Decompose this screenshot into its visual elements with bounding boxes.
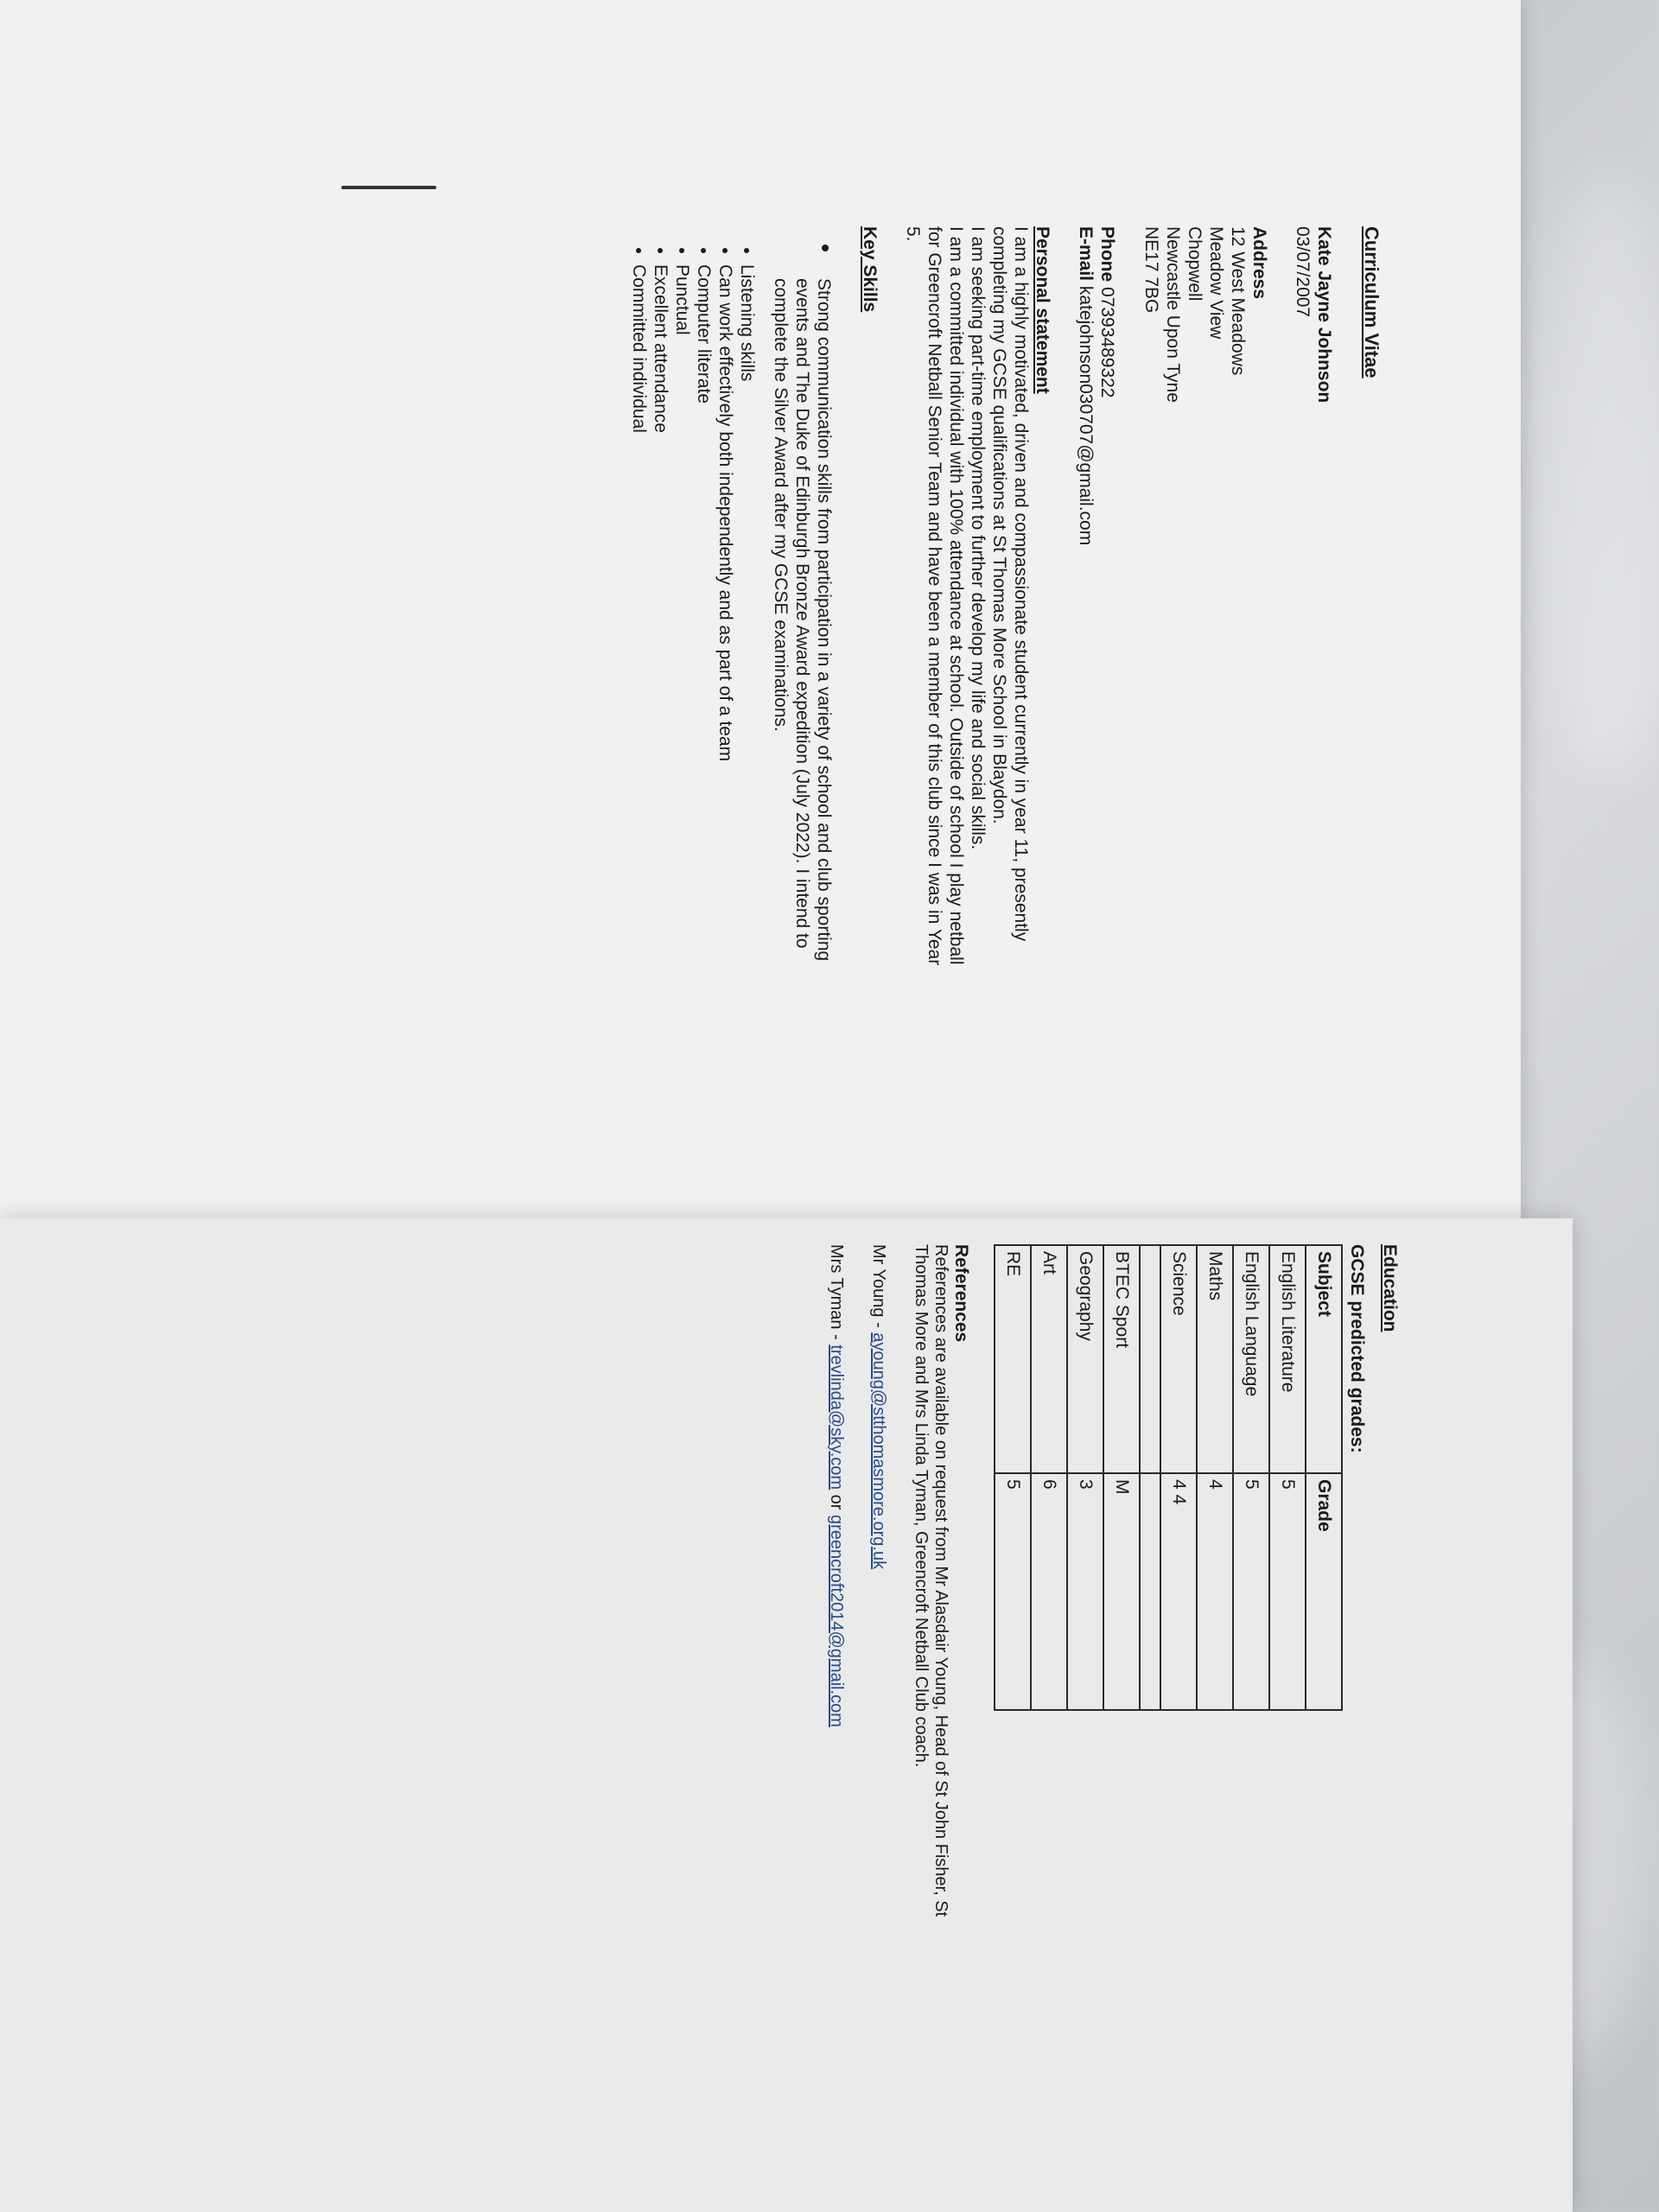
tyman-name: Mrs Tyman - <box>827 1244 846 1345</box>
address-line: NE17 7BG <box>1141 226 1161 314</box>
subject-cell: BTEC Sport <box>1103 1245 1140 1473</box>
table-row <box>1067 1245 1103 1710</box>
table-header-row <box>1306 1245 1342 1710</box>
subject-header: Subject <box>1306 1245 1342 1473</box>
skill-item: • Computer literate <box>693 264 715 1229</box>
grade-cell: 5 <box>995 1473 1031 1710</box>
subject-cell: Art <box>1031 1245 1067 1473</box>
skill-line: events and The Duke of Edinburgh Bronze Award expedition (July 2022). I intend to <box>792 278 812 949</box>
skill-item: • Punctual <box>671 264 693 1229</box>
subject-cell: RE <box>995 1245 1031 1473</box>
grade-cell: 5 <box>1269 1473 1306 1710</box>
email-row <box>1075 226 1096 1229</box>
subject-cell: English Literature <box>1269 1245 1306 1473</box>
email-value: katejohnson030707@gmail.com <box>1076 285 1096 546</box>
grade-cell: M <box>1103 1473 1140 1710</box>
grade-cell: 4 4 <box>1160 1473 1197 1710</box>
or-text: or <box>827 1490 846 1515</box>
reference-tyman <box>826 1244 846 2143</box>
references-title: References <box>951 1244 971 1343</box>
table-row <box>1160 1245 1197 1710</box>
cv-page-1-content <box>628 226 1382 1229</box>
address-heading: Address <box>1249 226 1269 300</box>
skill-line: complete the Silver Award after my GCSE examinations. <box>771 278 791 732</box>
subject-cell: Science <box>1160 1245 1197 1473</box>
phone-value: 07393489322 <box>1097 287 1117 398</box>
table-row <box>1197 1245 1233 1710</box>
subject-cell: English Language <box>1233 1245 1269 1473</box>
young-name: Mr Young - <box>869 1244 888 1333</box>
personal-statement-title: Personal statement <box>1033 226 1052 394</box>
references-text: References are available on request from Mr Alasdair Young, Head of St John Fisher, St <box>931 1244 950 1917</box>
address-line: Chopwell <box>1185 226 1205 302</box>
tyman-email-link[interactable]: trevlinda@sky.com <box>827 1344 846 1491</box>
greencroft-email-link[interactable]: greencroft2014@gmail.com <box>827 1514 846 1727</box>
skill-line: Strong communication skills from participation in a variety of school and club sporting <box>814 278 834 962</box>
key-skills-title: Key Skills <box>860 226 880 313</box>
cv-page-2-content <box>826 1244 1400 2143</box>
statement-line: for Greencroft Netball Senior Team and have been a member of this club since I was in Year <box>925 226 944 966</box>
table-row <box>1233 1245 1269 1710</box>
skills-list <box>628 226 836 1229</box>
reference-young <box>868 1244 888 2143</box>
staple <box>341 186 436 189</box>
skill-item: • Listening skills <box>736 264 758 1229</box>
grade-cell: 5 <box>1233 1473 1269 1710</box>
grade-cell: 6 <box>1031 1473 1067 1710</box>
grade-cell: 4 <box>1197 1473 1233 1710</box>
table-row <box>995 1245 1031 1710</box>
statement-line: I am seeking part-time employment to further develop my life and social skills. <box>968 226 988 850</box>
gcse-subtitle: GCSE predicted grades: <box>1347 1244 1367 1453</box>
statement-line: completing my GCSE qualifications at St Thomas More School in Blaydon. <box>989 226 1009 824</box>
email-label: E-mail <box>1076 226 1096 282</box>
date-of-birth: 03/07/2007 <box>1293 226 1313 318</box>
phone-label: Phone <box>1097 226 1117 283</box>
skill-item: • Committed individual <box>628 264 650 1229</box>
grade-header: Grade <box>1306 1473 1342 1710</box>
statement-line: I am a highly motivated, driven and compassionate student currently in year 11, presently <box>1011 226 1031 942</box>
subject-cell: Geography <box>1067 1245 1103 1473</box>
address-line: Meadow View <box>1206 226 1226 340</box>
grade-cell: 3 <box>1067 1473 1103 1710</box>
grades-table <box>994 1244 1343 1711</box>
table-row <box>1269 1245 1306 1710</box>
table-row <box>1031 1245 1067 1710</box>
address-line: Newcastle Upon Tyne <box>1163 226 1183 403</box>
phone-row <box>1096 226 1118 1229</box>
table-spacer-row <box>1140 1245 1160 1710</box>
references-text: Thomas More and Mrs Linda Tyman, Greencroft Netball Club coach. <box>912 1244 931 1768</box>
education-title: Education <box>1380 1244 1400 1332</box>
skill-item: • Excellent attendance <box>650 264 671 1229</box>
skill-item <box>770 264 836 1229</box>
statement-line: I am a committed individual with 100% attendance at school. Outside of school I play netball <box>946 226 966 965</box>
candidate-name: Kate Jayne Johnson <box>1314 226 1334 404</box>
young-email-link[interactable]: ayoung@stthomasmore.org.uk <box>869 1332 888 1570</box>
subject-cell: Maths <box>1197 1245 1233 1473</box>
address-line: 12 West Meadows <box>1228 226 1248 376</box>
table-row <box>1103 1245 1140 1710</box>
cv-title: Curriculum Vitae <box>1361 226 1382 378</box>
statement-line: 5. <box>903 226 923 242</box>
skill-item: • Can work effectively both independently and as part of a team <box>715 264 736 1229</box>
